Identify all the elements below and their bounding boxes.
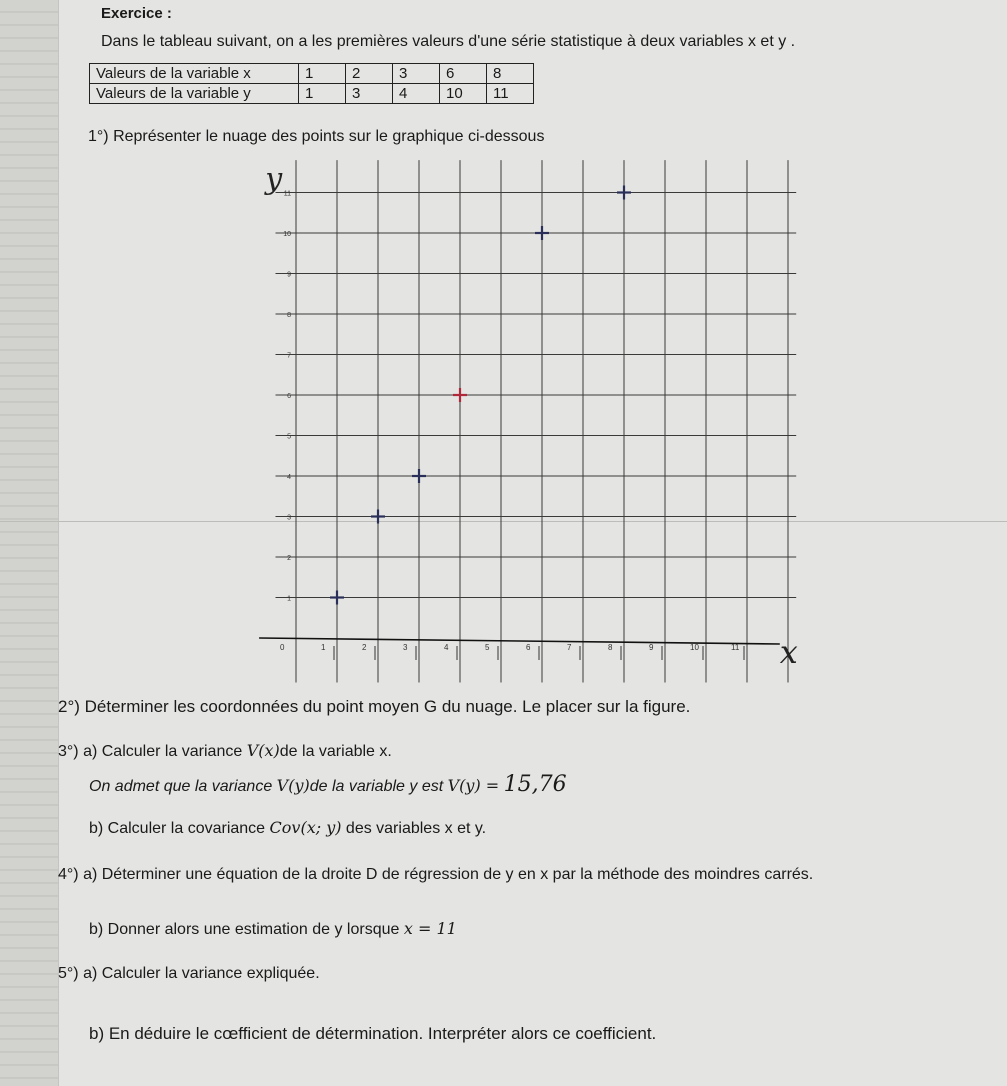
y-axis-letter: y bbox=[265, 161, 283, 197]
y-cell: 3 bbox=[346, 84, 393, 104]
q3a-prefix: 3°) a) Calculer la variance bbox=[58, 743, 247, 760]
q4b-expr: x = 11 bbox=[403, 919, 457, 938]
y-tick-label: 5 bbox=[287, 433, 292, 441]
y-tick-label: 1 bbox=[287, 595, 292, 603]
q3b-prefix: b) Calculer la covariance bbox=[89, 820, 270, 837]
q4b-prefix: b) Donner alors une estimation de y lorsque bbox=[89, 921, 404, 938]
question-3a bbox=[58, 741, 392, 761]
x-cell: 6 bbox=[440, 64, 487, 84]
q3a-suffix: de la variable x. bbox=[279, 743, 392, 760]
y-tick-label: 10 bbox=[283, 231, 292, 238]
admit-mid: de la variable y est bbox=[309, 778, 448, 795]
y-tick-label: 2 bbox=[287, 555, 292, 562]
x-tick-label: 0 bbox=[280, 643, 285, 652]
y-cell: 4 bbox=[393, 84, 440, 104]
x-tick-label: 6 bbox=[526, 643, 531, 652]
question-2: 2°) Déterminer les coordonnées du point moyen G du nuage. Le placer sur la figure. bbox=[58, 697, 691, 716]
x-tick-label: 2 bbox=[362, 643, 367, 652]
x-tick-label: 7 bbox=[567, 643, 572, 652]
x-cell: 8 bbox=[487, 64, 534, 84]
y-tick-label: 11 bbox=[283, 190, 292, 198]
intro-text: Dans le tableau suivant, on a les premières valeurs d'une série statistique à deux variables x et y . bbox=[101, 33, 796, 50]
y-tick-label: 6 bbox=[287, 393, 292, 400]
x-tick-label: 11 bbox=[731, 643, 740, 652]
question-3b bbox=[89, 818, 486, 838]
x-tick-label: 10 bbox=[690, 643, 699, 652]
x-cell: 1 bbox=[299, 64, 346, 84]
y-tick-label: 4 bbox=[287, 474, 292, 481]
y-cell: 10 bbox=[440, 84, 487, 104]
admit-expr2: V(y) = bbox=[447, 776, 500, 795]
y-tick-label: 9 bbox=[287, 271, 292, 279]
y-cell: 1 bbox=[299, 84, 346, 104]
admit-prefix: On admet que la variance bbox=[89, 778, 277, 795]
admit-expr: V(y) bbox=[276, 776, 310, 795]
q3b-suffix: des variables x et y. bbox=[341, 820, 487, 837]
x-cell: 3 bbox=[393, 64, 440, 84]
question-4a: 4°) a) Déterminer une équation de la droite D de régression de y en x par la méthode des moindres carrés. bbox=[58, 866, 814, 883]
row-y-label: Valeurs de la variable y bbox=[90, 84, 299, 104]
q3b-expr: Cov(x; y) bbox=[269, 818, 342, 837]
y-tick-label: 7 bbox=[287, 352, 292, 360]
x-tick-label: 9 bbox=[649, 643, 654, 652]
x-tick-label: 1 bbox=[321, 643, 326, 652]
y-tick-label: 8 bbox=[287, 312, 292, 319]
x-tick-label: 8 bbox=[608, 643, 613, 652]
x-cell: 2 bbox=[346, 64, 393, 84]
y-tick-label: 3 bbox=[287, 514, 292, 522]
handwritten-answer: 15,76 bbox=[503, 772, 567, 797]
question-1: 1°) Représenter le nuage des points sur le graphique ci-dessous bbox=[88, 128, 545, 145]
question-3-admit bbox=[89, 772, 567, 797]
x-tick-label: 4 bbox=[444, 643, 449, 652]
question-5a: 5°) a) Calculer la variance expliquée. bbox=[58, 965, 320, 982]
y-cell: 11 bbox=[487, 84, 534, 104]
q3a-expr: V(x) bbox=[246, 741, 280, 760]
x-axis-letter: x bbox=[779, 633, 798, 671]
question-4b bbox=[89, 919, 457, 939]
row-x-label: Valeurs de la variable x bbox=[90, 64, 299, 84]
x-tick-label: 3 bbox=[403, 643, 408, 652]
exercise-title: Exercice : bbox=[101, 5, 172, 22]
question-5b: b) En déduire le cœfficient de détermination. Interpréter alors ce coefficient. bbox=[89, 1024, 657, 1043]
x-tick-label: 5 bbox=[485, 643, 490, 652]
